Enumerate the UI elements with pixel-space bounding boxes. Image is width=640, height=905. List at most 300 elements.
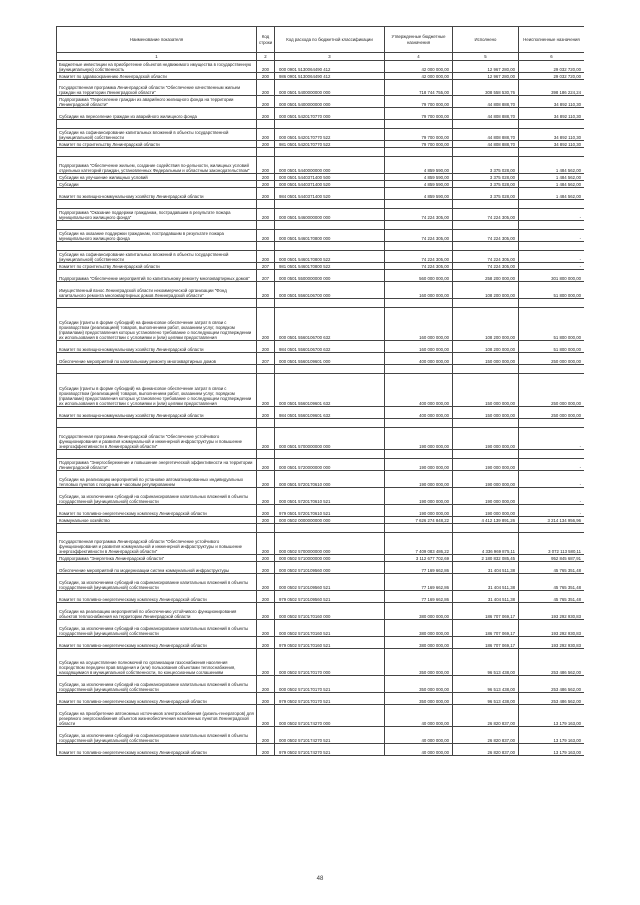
row-name: Комитет по жилищно-коммунальному хозяйству Ленинградской области [57,341,257,353]
row-approved: 160 000 000,00 [385,308,453,341]
row-name: Комитет по топливно-энергетическому комплексу Ленинградской области [57,591,257,603]
row-budget-code [275,524,385,533]
row-approved: 42 000 000,00 [385,73,453,80]
row-approved: 77 169 662,86 [385,591,453,603]
row-name [57,148,257,157]
row-unexecuted: - [519,505,585,517]
row-budget-code: 000 0502 5710170160 000 [275,603,385,620]
row-name: Субсидии на реализацию мероприятий по установке автоматизированных индивидуальных тепловых пунктов с погодным и часовым регулированием [57,471,257,488]
table-row [57,308,585,341]
row-name: Комитет по здравоохранению Ленинградской области [57,73,257,80]
row-name: Субсидии, за исключением субсидий на софинансирование капитальных вложений в объекты государственной (муниципальной) собственности [57,574,257,591]
row-budget-code [275,200,385,209]
row-line-code [257,221,275,230]
row-name: Субсидии на приобретение автономных источников электроснабжения (дизель-генераторов) для резервного энергоснабжения объектов жизнеобеспечения населенных пунктов Ленинградской области [57,705,257,727]
header-line-code: Код строки [257,27,275,53]
table-row [57,251,585,263]
row-budget-code: 000 0502 5710174270 521 [275,727,385,744]
row-name: Субсидии, за исключением субсидий на софинансирование капитальных вложений в объекты государственной (муниципальной) собственности [57,488,257,505]
column-index: 6 [519,53,585,61]
row-name [57,524,257,533]
row-approved: 74 224 305,00 [385,230,453,242]
table-header-row [57,27,585,53]
row-budget-code [275,221,385,230]
row-unexecuted: - [519,251,585,263]
row-line-code: 200 [257,96,275,108]
row-unexecuted: - [519,459,585,471]
row-name: Государственная программа Ленинградской области "Обеспечение устойчивого функционирования и развития коммунальной и инженерной инфраструктуры и повышение энергоэффективности в Ленинградской области" [57,428,257,450]
header-approved: Утвержденные бюджетные назначения [385,27,453,53]
row-line-code [257,200,275,209]
table-row [57,533,585,555]
row-approved [385,524,453,533]
row-line-code: 200 [257,505,275,517]
row-name: Подпрограмма "Обеспечение мероприятий по капитальному ремонту многоквартирных домов" [57,270,257,282]
row-line-code: 200 [257,108,275,120]
row-unexecuted: 45 765 351,48 [519,562,585,574]
row-line-code: 200 [257,428,275,450]
row-name [57,221,257,230]
row-name [57,242,257,251]
row-line-code: 200 [257,620,275,637]
row-executed: 26 820 837,00 [453,705,519,727]
row-budget-code: 981 0501 5420170770 522 [275,141,385,148]
row-budget-code: 000 0502 0000000000 000 [275,517,385,524]
row-budget-code: 000 0501 5560106700 632 [275,308,385,341]
row-budget-code: 000 0501 5400000000 000 [275,80,385,96]
row-approved: 3 112 677 702,69 [385,555,453,562]
row-executed: 44 808 888,70 [453,96,519,108]
row-executed: 44 808 888,70 [453,129,519,141]
row-name: Субсидии (гранты в форме субсидий) на финансовое обеспечение затрат в связи с производством (реализацией) товаров, выполнением работ, оказанием услуг, порядком (правилами) предоставления которых установлено требование о последующем подтверждении их использования в соответствии с условиями и (или) целями предоставления [57,308,257,341]
table-row [57,341,585,353]
row-line-code: 200 [257,488,275,505]
row-budget-code [275,120,385,129]
row-budget-code: 000 0501 5400000000 000 [275,96,385,108]
row-executed: 186 707 069,17 [453,603,519,620]
row-budget-code: 000 0501 5560109601 632 [275,374,385,407]
row-line-code: 200 [257,61,275,73]
row-approved: 4 859 590,00 [385,174,453,181]
table-row [57,620,585,637]
row-executed: 190 000 000,00 [453,488,519,505]
row-name: Подпрограмма "Энергосбережение и повышение энергетической эффективности на территории Ленинградской области" [57,459,257,471]
table-row [57,209,585,221]
row-budget-code: 000 0502 5710174270 000 [275,705,385,727]
row-approved: 77 169 662,86 [385,562,453,574]
row-executed: 150 000 000,00 [453,407,519,419]
row-line-code [257,419,275,428]
column-index: 2 [257,53,275,61]
row-approved: 7 626 274 848,22 [385,517,453,524]
table-row [57,637,585,649]
row-approved: 42 000 000,00 [385,61,453,73]
row-name: Имущественный взнос Ленинградской области некоммерческой организации "Фонд капитального ремонта многоквартирных домов Ленинградской области" [57,282,257,299]
row-unexecuted: 29 032 720,00 [519,73,585,80]
row-line-code [257,524,275,533]
row-approved: 40 000 000,00 [385,727,453,744]
row-executed: 74 224 305,00 [453,251,519,263]
table-row [57,270,585,282]
table-row [57,374,585,407]
row-budget-code: 000 0501 5720170610 521 [275,488,385,505]
row-approved: 190 000 000,00 [385,471,453,488]
row-unexecuted: 1 484 562,00 [519,174,585,181]
table-row [57,230,585,242]
row-unexecuted: - [519,209,585,221]
row-budget-code: 979 0501 5720170610 521 [275,505,385,517]
row-executed: 31 404 511,38 [453,562,519,574]
row-unexecuted: 250 000 000,00 [519,353,585,365]
row-name: Подпрограмма "Переселение граждан из аварийного жилищного фонда на территории Ленинградской области" [57,96,257,108]
row-budget-code: 000 0501 5420170770 000 [275,108,385,120]
row-line-code: 207 [257,353,275,365]
row-approved: 400 000 000,00 [385,374,453,407]
row-approved: 4 859 590,00 [385,188,453,200]
row-name [57,419,257,428]
row-line-code: 200 [257,591,275,603]
row-name: Подпрограмма "Оказание поддержки гражданам, пострадавшим в результате пожара муниципального жилищного фонда" [57,209,257,221]
row-unexecuted [519,419,585,428]
row-unexecuted: 34 892 110,30 [519,96,585,108]
row-unexecuted: - [519,471,585,488]
row-executed: 96 513 438,00 [453,693,519,705]
row-approved: 74 224 305,00 [385,209,453,221]
row-line-code [257,120,275,129]
table-row [57,200,585,209]
row-name: Коммунальное хозяйство [57,517,257,524]
row-name: Субсидии на реализацию мероприятий по обеспечению устойчивого функционирования объектов теплоснабжения на территории Ленинградской области [57,603,257,620]
table-row [57,365,585,374]
row-executed [453,419,519,428]
row-budget-code: 000 0502 5710109560 000 [275,562,385,574]
table-row [57,157,585,174]
row-line-code: 200 [257,174,275,181]
row-line-code: 200 [257,341,275,353]
column-index: 4 [385,53,453,61]
row-unexecuted [519,450,585,459]
table-row [57,141,585,148]
row-line-code: 200 [257,188,275,200]
row-name: Субсидии, за исключением субсидий на софинансирование капитальных вложений в объекты государственной (муниципальной) собственности [57,676,257,693]
row-budget-code: 984 0501 5560109601 632 [275,407,385,419]
row-executed [453,120,519,129]
table-row [57,693,585,705]
table-row [57,459,585,471]
row-unexecuted [519,221,585,230]
table-row [57,705,585,727]
row-unexecuted: - [519,488,585,505]
row-approved: 40 000 000,00 [385,705,453,727]
row-name [57,120,257,129]
row-executed: 12 967 280,00 [453,73,519,80]
row-executed: 26 820 837,00 [453,744,519,756]
row-approved [385,200,453,209]
column-index: 5 [453,53,519,61]
table-row [57,174,585,181]
table-row [57,181,585,188]
row-approved [385,242,453,251]
row-executed: 190 000 000,00 [453,505,519,517]
row-line-code: 200 [257,649,275,676]
row-budget-code: 000 0501 5440000000 000 [275,157,385,174]
row-executed: 190 000 000,00 [453,428,519,450]
row-executed: 150 000 000,00 [453,374,519,407]
row-approved: 190 000 000,00 [385,488,453,505]
row-budget-code [275,450,385,459]
row-line-code: 200 [257,705,275,727]
row-executed [453,200,519,209]
row-executed: 4 336 969 875,11 [453,533,519,555]
row-budget-code: 000 0501 5500000000 000 [275,270,385,282]
table-row [57,450,585,459]
table-row [57,129,585,141]
row-executed: 3 375 028,00 [453,157,519,174]
row-line-code: 200 [257,459,275,471]
row-line-code: 200 [257,676,275,693]
row-executed: 186 707 069,17 [453,637,519,649]
row-budget-code: 000 0502 5710000000 000 [275,555,385,562]
row-budget-code: 979 0502 5710170160 521 [275,637,385,649]
row-unexecuted: 13 179 163,00 [519,744,585,756]
header-budget-code: Код расхода по бюджетной классификации [275,27,385,53]
row-budget-code: 000 0501 5460170800 000 [275,230,385,242]
table-row [57,282,585,299]
row-unexecuted: 51 800 000,00 [519,341,585,353]
row-approved: 160 000 000,00 [385,282,453,299]
row-unexecuted: 3 214 134 956,96 [519,517,585,524]
table-row [57,574,585,591]
row-budget-code: 000 0501 5420170770 522 [275,129,385,141]
row-approved: 79 700 000,00 [385,141,453,148]
row-executed [453,299,519,308]
row-unexecuted: 13 179 163,00 [519,727,585,744]
row-unexecuted: 1 484 562,00 [519,188,585,200]
row-unexecuted: - [519,428,585,450]
row-budget-code [275,242,385,251]
row-name: Комитет по жилищно-коммунальному хозяйству Ленинградской области [57,188,257,200]
row-unexecuted [519,148,585,157]
row-line-code: 200 [257,230,275,242]
row-line-code: 200 [257,574,275,591]
row-executed [453,365,519,374]
row-executed: 190 000 000,00 [453,459,519,471]
table-row [57,221,585,230]
table-row [57,299,585,308]
row-approved: 350 000 000,00 [385,693,453,705]
row-budget-code: 000 0502 5710170170 000 [275,649,385,676]
budget-table [56,26,584,756]
row-approved: 160 000 000,00 [385,341,453,353]
table-row [57,263,585,270]
row-line-code [257,299,275,308]
row-unexecuted: 253 486 562,00 [519,649,585,676]
row-approved: 380 000 000,00 [385,603,453,620]
row-budget-code: 000 0502 5710109560 521 [275,574,385,591]
table-row [57,353,585,365]
row-unexecuted: 45 765 351,48 [519,574,585,591]
row-name: Подпрограмма "Обеспечение жильем, создание содействия по-дельности, жилищных условий отдельных категорий граждан, установленных Федеральным и областным законодательством" [57,157,257,174]
row-executed [453,450,519,459]
row-line-code: 200 [257,744,275,756]
row-line-code: 200 [257,181,275,188]
row-approved [385,450,453,459]
row-executed: 258 200 000,00 [453,270,519,282]
row-executed: 150 000 000,00 [453,353,519,365]
row-line-code: 207 [257,270,275,282]
table-row [57,148,585,157]
table-row [57,649,585,676]
row-budget-code: 000 0901 5130064490 412 [275,61,385,73]
row-budget-code: 984 0501 5440371400 520 [275,188,385,200]
table-row [57,471,585,488]
table-row [57,407,585,419]
row-executed: 96 513 438,00 [453,649,519,676]
row-unexecuted: 13 179 163,00 [519,705,585,727]
table-row [57,562,585,574]
row-line-code: 207 [257,263,275,270]
row-executed: 2 180 832 085,45 [453,555,519,562]
table-row [57,524,585,533]
row-name: Обеспечение мероприятий по капитальному ремонту многоквартирных домов [57,353,257,365]
row-name: Субсидии на оказание поддержки гражданам, пострадавшим в результате пожара муниципального жилищного фонда [57,230,257,242]
row-name: Субсидии, за исключением субсидий на софинансирование капитальных вложений в объекты государственной (муниципальной) собственности [57,620,257,637]
row-unexecuted: 34 892 110,30 [519,141,585,148]
row-line-code: 200 [257,603,275,620]
budget-report-page [56,26,584,866]
row-approved: 400 000 000,00 [385,407,453,419]
table-row [57,73,585,80]
row-executed: 3 375 028,00 [453,174,519,181]
row-unexecuted [519,299,585,308]
row-name [57,450,257,459]
row-name: Обеспечение мероприятий по модернизации систем коммунальной инфраструктуры [57,562,257,574]
row-executed: 186 707 069,17 [453,620,519,637]
row-line-code: 200 [257,73,275,80]
row-budget-code: 000 0501 5700000000 000 [275,428,385,450]
row-line-code: 200 [257,129,275,141]
row-budget-code: 986 0901 5130064490 412 [275,73,385,80]
row-budget-code: 000 0501 5720000000 000 [275,459,385,471]
row-budget-code: 979 0502 5710109560 521 [275,591,385,603]
table-row [57,488,585,505]
table-row [57,96,585,108]
row-unexecuted [519,200,585,209]
table-row [57,517,585,524]
row-name: Субсидии (гранты в форме субсидий) на финансовое обеспечение затрат в связи с производством (реализацией) товаров, выполнением работ, оказанием услуг, порядком (правилами) предоставления которых установлено требование о последующем подтверждении их использования в соответствии с условиями и (или) целями предоставления [57,374,257,407]
row-approved: 718 744 755,00 [385,80,453,96]
row-name: Бюджетные инвестиции на приобретение объектов недвижимого имущества в государственную (муниципальную) собственность [57,61,257,73]
row-budget-code: 984 0501 5560106700 632 [275,341,385,353]
row-budget-code: 000 0501 5460000000 000 [275,209,385,221]
table-row [57,603,585,620]
row-unexecuted: 51 800 000,00 [519,282,585,299]
row-line-code: 200 [257,555,275,562]
row-executed: 31 404 511,38 [453,574,519,591]
row-executed: 308 558 530,76 [453,80,519,96]
row-executed [453,524,519,533]
row-line-code: 200 [257,157,275,174]
row-executed: 96 513 438,00 [453,676,519,693]
row-name: Комитет по жилищно-коммунальному хозяйству Ленинградской области [57,407,257,419]
row-unexecuted: 301 800 000,00 [519,270,585,282]
row-line-code [257,450,275,459]
row-line-code [257,242,275,251]
row-executed: 108 200 000,00 [453,308,519,341]
row-approved: 79 700 000,00 [385,129,453,141]
row-unexecuted: 253 486 562,00 [519,693,585,705]
header-executed: Исполнено [453,27,519,53]
row-unexecuted: 398 186 224,24 [519,80,585,96]
row-budget-code: 000 0501 5440371400 500 [275,174,385,181]
row-line-code: 200 [257,251,275,263]
row-budget-code: 000 0501 5720170610 000 [275,471,385,488]
row-unexecuted: 34 892 110,30 [519,129,585,141]
header-unexecuted: Неисполненные назначения [519,27,585,53]
row-budget-code: 000 0501 5460170800 522 [275,251,385,263]
row-approved: 4 859 590,00 [385,157,453,174]
table-row [57,555,585,562]
row-unexecuted: - [519,230,585,242]
table-row [57,188,585,200]
row-line-code: 200 [257,407,275,419]
row-executed: 74 224 305,00 [453,263,519,270]
row-unexecuted [519,120,585,129]
row-approved: 400 000 000,00 [385,353,453,365]
row-approved: 190 000 000,00 [385,459,453,471]
row-unexecuted: 193 292 930,83 [519,620,585,637]
row-unexecuted: 3 072 113 580,11 [519,533,585,555]
row-budget-code: 000 0502 5700000000 000 [275,533,385,555]
row-approved [385,299,453,308]
row-name: Субсидии на софинансирование капитальных вложений в объекты государственной (муниципальной) собственности [57,129,257,141]
row-budget-code: 000 0501 5560106700 000 [275,282,385,299]
row-unexecuted: 51 800 000,00 [519,308,585,341]
column-index: 1 [57,53,257,61]
row-unexecuted [519,524,585,533]
row-line-code: 200 [257,471,275,488]
row-executed: 44 808 888,70 [453,108,519,120]
row-unexecuted: 193 292 930,83 [519,603,585,620]
row-unexecuted: - [519,263,585,270]
row-line-code: 200 [257,562,275,574]
row-approved: 380 000 000,00 [385,620,453,637]
row-approved: 7 409 083 486,22 [385,533,453,555]
row-approved [385,148,453,157]
header-name: Наименование показателя [57,27,257,53]
row-unexecuted: 952 845 687,91 [519,555,585,562]
row-approved: 560 000 000,00 [385,270,453,282]
row-budget-code: 979 0502 5710174270 521 [275,744,385,756]
row-executed [453,148,519,157]
row-name: Субсидии, за исключением субсидий на софинансирование капитальных вложений в объекты государственной (муниципальной) собственности [57,727,257,744]
row-name [57,299,257,308]
row-approved: 190 000 000,00 [385,505,453,517]
row-budget-code: 000 0502 5710170170 521 [275,676,385,693]
table-row [57,428,585,450]
row-budget-code: 981 0501 5460170800 522 [275,263,385,270]
row-line-code: 200 [257,637,275,649]
row-line-code [257,365,275,374]
column-index-row [57,53,585,61]
row-budget-code: 000 0502 5710170160 521 [275,620,385,637]
row-line-code: 200 [257,533,275,555]
table-row [57,727,585,744]
row-executed: 108 200 000,00 [453,341,519,353]
row-unexecuted: 34 892 110,30 [519,108,585,120]
table-row [57,108,585,120]
table-row [57,591,585,603]
